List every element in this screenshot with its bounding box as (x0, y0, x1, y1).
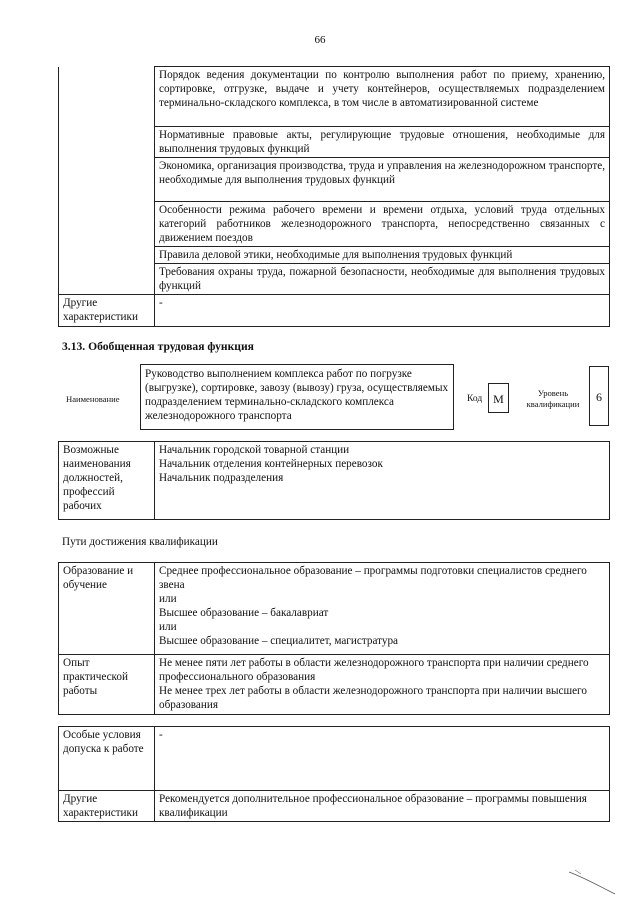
qualification-table (58, 562, 610, 715)
code-value-box: M (488, 383, 509, 413)
knowledge-item: Экономика, организация производства, труда и управления на железнодорожном транспорте, необходимые для выполнения трудовых функций (155, 158, 610, 202)
other-characteristics-value: - (155, 295, 610, 327)
table-row (59, 295, 610, 327)
qualification-heading: Пути достижения квалификации (62, 536, 218, 548)
knowledge-item: Нормативные правовые акты, регулирующие трудовые отношения, необходимые для выполнения трудовых функций (155, 127, 610, 158)
other-characteristics-label: Другие характеристики (59, 791, 155, 822)
list-item: Среднее профессиональное образование – программы подготовки специалистов среднего звена (159, 565, 587, 591)
positions-table (58, 441, 610, 520)
list-item: Высшее образование – бакалавриат (159, 607, 329, 619)
code-label: Код (467, 394, 483, 404)
table-row (59, 727, 610, 791)
education-label: Образование и обучение (59, 563, 155, 655)
table-row (59, 158, 610, 202)
function-name-box: Руководство выполнением комплекса работ по погрузке (выгрузке), сортировке, завозу (вывозу) груза, осуществляемых подразделением терминально-складского комплекса железнодорожного транспорта (140, 364, 454, 430)
list-item: Высшее образование – специалитет, магистратура (159, 635, 399, 647)
special-conditions-label: Особые условия допуска к работе (59, 727, 155, 791)
list-item: Начальник городской товарной станции (159, 444, 350, 456)
section-title: 3.13. Обобщенная трудовая функция (62, 340, 254, 353)
table-row (59, 563, 610, 655)
table-row (59, 264, 610, 295)
knowledge-item: Требования охраны труда, пожарной безопасности, необходимые для выполнения трудовых функций (155, 264, 610, 295)
knowledge-item: Порядок ведения документации по контролю выполнения работ по приему, хранению, сортировке, отгрузке, выдаче и учету контейнеров, осуществляемых подразделением терминально-складского комплекса, в том числе в автоматизированной системе (155, 67, 610, 127)
knowledge-table (58, 66, 610, 327)
list-item: Не менее трех лет работы в области железнодорожного транспорта при наличии высшего образования (159, 685, 587, 711)
pen-mark (565, 868, 625, 898)
knowledge-item: Правила деловой этики, необходимые для выполнения трудовых функций (155, 247, 610, 264)
table-row (59, 202, 610, 247)
table-row (59, 655, 610, 715)
list-item: Не менее пяти лет работы в области железнодорожного транспорта при наличии среднего профессионального образования (159, 657, 589, 683)
other-characteristics-label: Другие характеристики (59, 295, 155, 327)
list-item: или (159, 621, 177, 633)
list-item: Начальник подразделения (159, 472, 284, 484)
experience-label: Опыт практической работы (59, 655, 155, 715)
education-value (155, 563, 610, 655)
list-item: Начальник отделения контейнерных перевозок (159, 458, 383, 470)
table-row (59, 127, 610, 158)
empty-label-cell (59, 67, 155, 127)
name-label: Наименование (66, 394, 120, 404)
knowledge-item: Особенности режима рабочего времени и времени отдыха, условий труда отдельных категорий работников железнодорожного транспорта, непосредственно связанных с движением поездов (155, 202, 610, 247)
other-characteristics-value: Рекомендуется дополнительное профессиональное образование – программы повышения квалификации (155, 791, 610, 822)
table-row (59, 442, 610, 520)
page-number: 66 (314, 34, 326, 46)
table-row (59, 67, 610, 127)
table-row (59, 791, 610, 822)
list-item: или (159, 593, 177, 605)
positions-list (155, 442, 610, 520)
level-label: Уровень квалификации (526, 388, 580, 409)
conditions-table (58, 726, 610, 822)
positions-label: Возможные наименования должностей, профессий рабочих (59, 442, 155, 520)
experience-value (155, 655, 610, 715)
table-row (59, 247, 610, 264)
level-value-box: 6 (589, 366, 609, 426)
special-conditions-value: - (155, 727, 610, 791)
